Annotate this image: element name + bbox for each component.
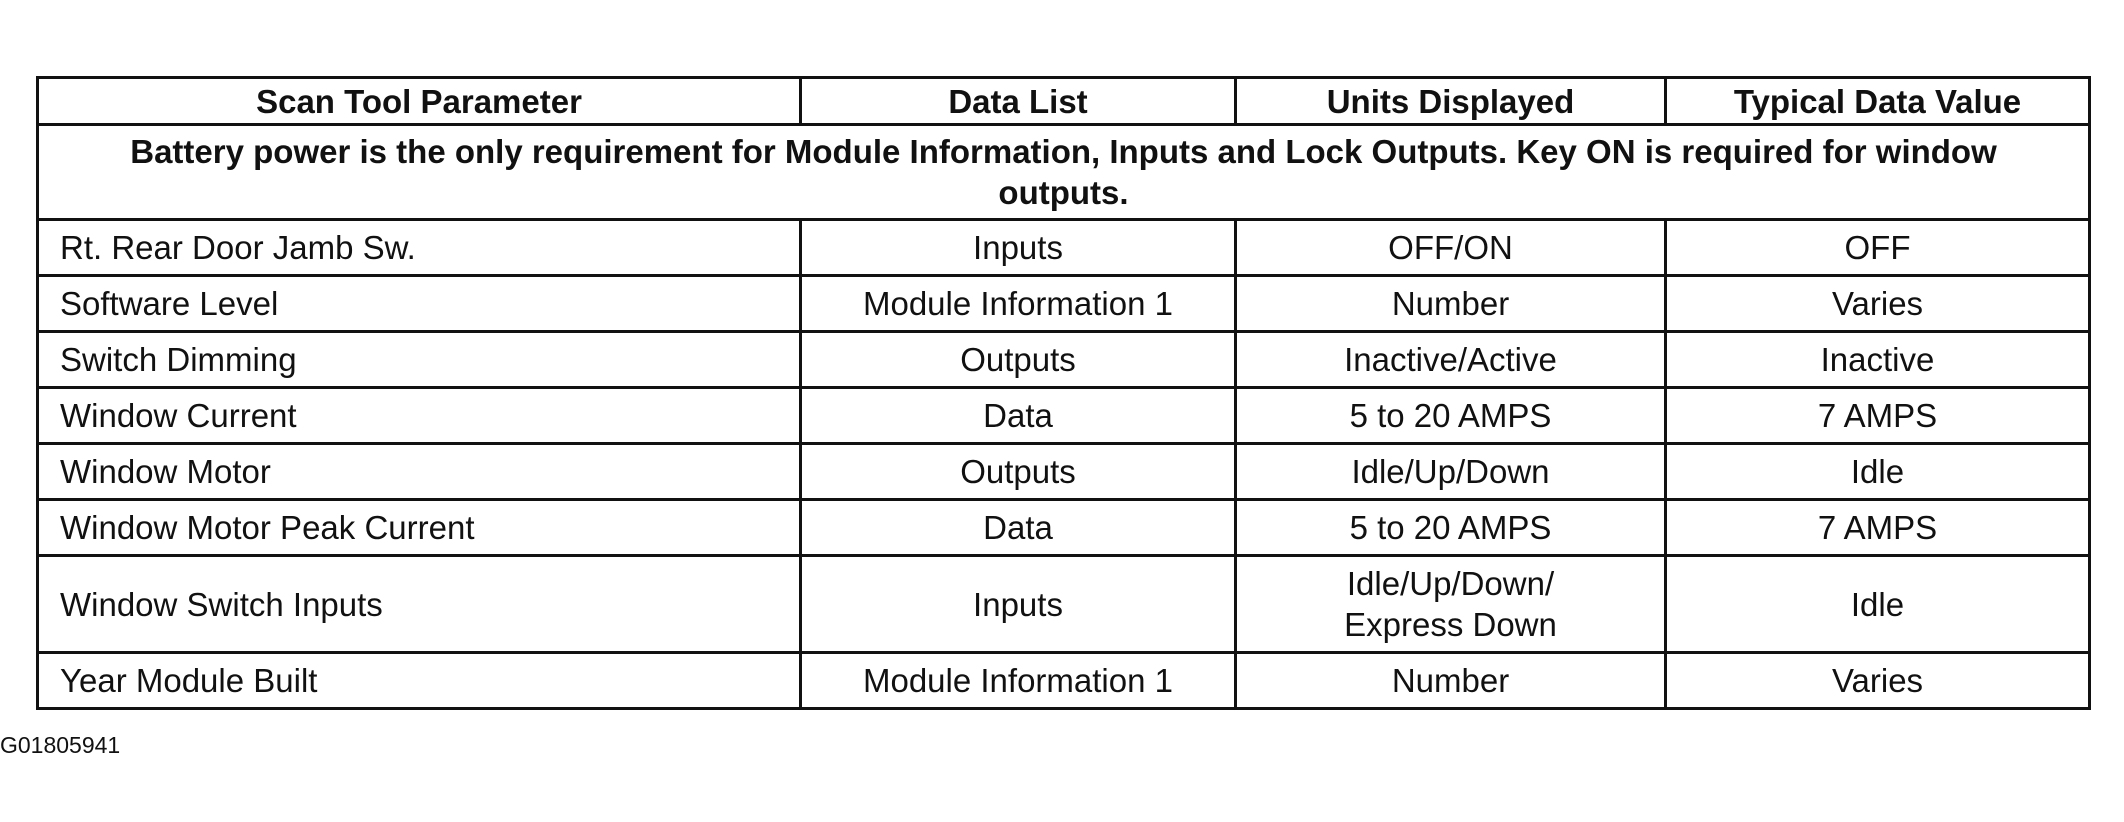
figure-id: G01805941 <box>0 732 121 758</box>
cell-units: 5 to 20 AMPS <box>1236 388 1666 444</box>
cell-parameter: Window Motor Peak Current <box>38 500 801 556</box>
header-typical-data-value: Typical Data Value <box>1666 78 2090 125</box>
cell-parameter: Software Level <box>38 276 801 332</box>
cell-data-list: Module Information 1 <box>801 653 1236 709</box>
header-data-list: Data List <box>801 78 1236 125</box>
scan-tool-data-table <box>36 76 2091 710</box>
cell-parameter: Window Current <box>38 388 801 444</box>
cell-units: 5 to 20 AMPS <box>1236 500 1666 556</box>
cell-data-list: Data <box>801 388 1236 444</box>
cell-typical-value: 7 AMPS <box>1666 388 2090 444</box>
cell-units: Number <box>1236 276 1666 332</box>
cell-units: OFF/ON <box>1236 220 1666 276</box>
cell-units: Idle/Up/Down/ Express Down <box>1236 556 1666 653</box>
cell-parameter: Window Motor <box>38 444 801 500</box>
cell-parameter: Switch Dimming <box>38 332 801 388</box>
table-row <box>38 653 2090 709</box>
cell-data-list: Outputs <box>801 332 1236 388</box>
cell-data-list: Inputs <box>801 556 1236 653</box>
cell-typical-value: Inactive <box>1666 332 2090 388</box>
cell-typical-value: Varies <box>1666 653 2090 709</box>
cell-units: Idle/Up/Down <box>1236 444 1666 500</box>
cell-parameter: Year Module Built <box>38 653 801 709</box>
note-row <box>38 125 2090 220</box>
table-row <box>38 332 2090 388</box>
requirement-note: Battery power is the only requirement for Module Information, Inputs and Lock Outputs. Key ON is required for window outputs. <box>38 125 2090 220</box>
cell-data-list: Inputs <box>801 220 1236 276</box>
table-row <box>38 388 2090 444</box>
table-row <box>38 556 2090 653</box>
cell-typical-value: 7 AMPS <box>1666 500 2090 556</box>
cell-units: Number <box>1236 653 1666 709</box>
cell-data-list: Module Information 1 <box>801 276 1236 332</box>
header-row <box>38 78 2090 125</box>
header-scan-tool-parameter: Scan Tool Parameter <box>38 78 801 125</box>
cell-units: Inactive/Active <box>1236 332 1666 388</box>
cell-typical-value: Varies <box>1666 276 2090 332</box>
table-row <box>38 444 2090 500</box>
table-row <box>38 500 2090 556</box>
scan-tool-data-table-container <box>36 76 2088 710</box>
cell-typical-value: OFF <box>1666 220 2090 276</box>
table-row <box>38 276 2090 332</box>
cell-data-list: Outputs <box>801 444 1236 500</box>
cell-typical-value: Idle <box>1666 444 2090 500</box>
cell-parameter: Window Switch Inputs <box>38 556 801 653</box>
cell-data-list: Data <box>801 500 1236 556</box>
cell-typical-value: Idle <box>1666 556 2090 653</box>
header-units-displayed: Units Displayed <box>1236 78 1666 125</box>
table-row <box>38 220 2090 276</box>
cell-parameter: Rt. Rear Door Jamb Sw. <box>38 220 801 276</box>
